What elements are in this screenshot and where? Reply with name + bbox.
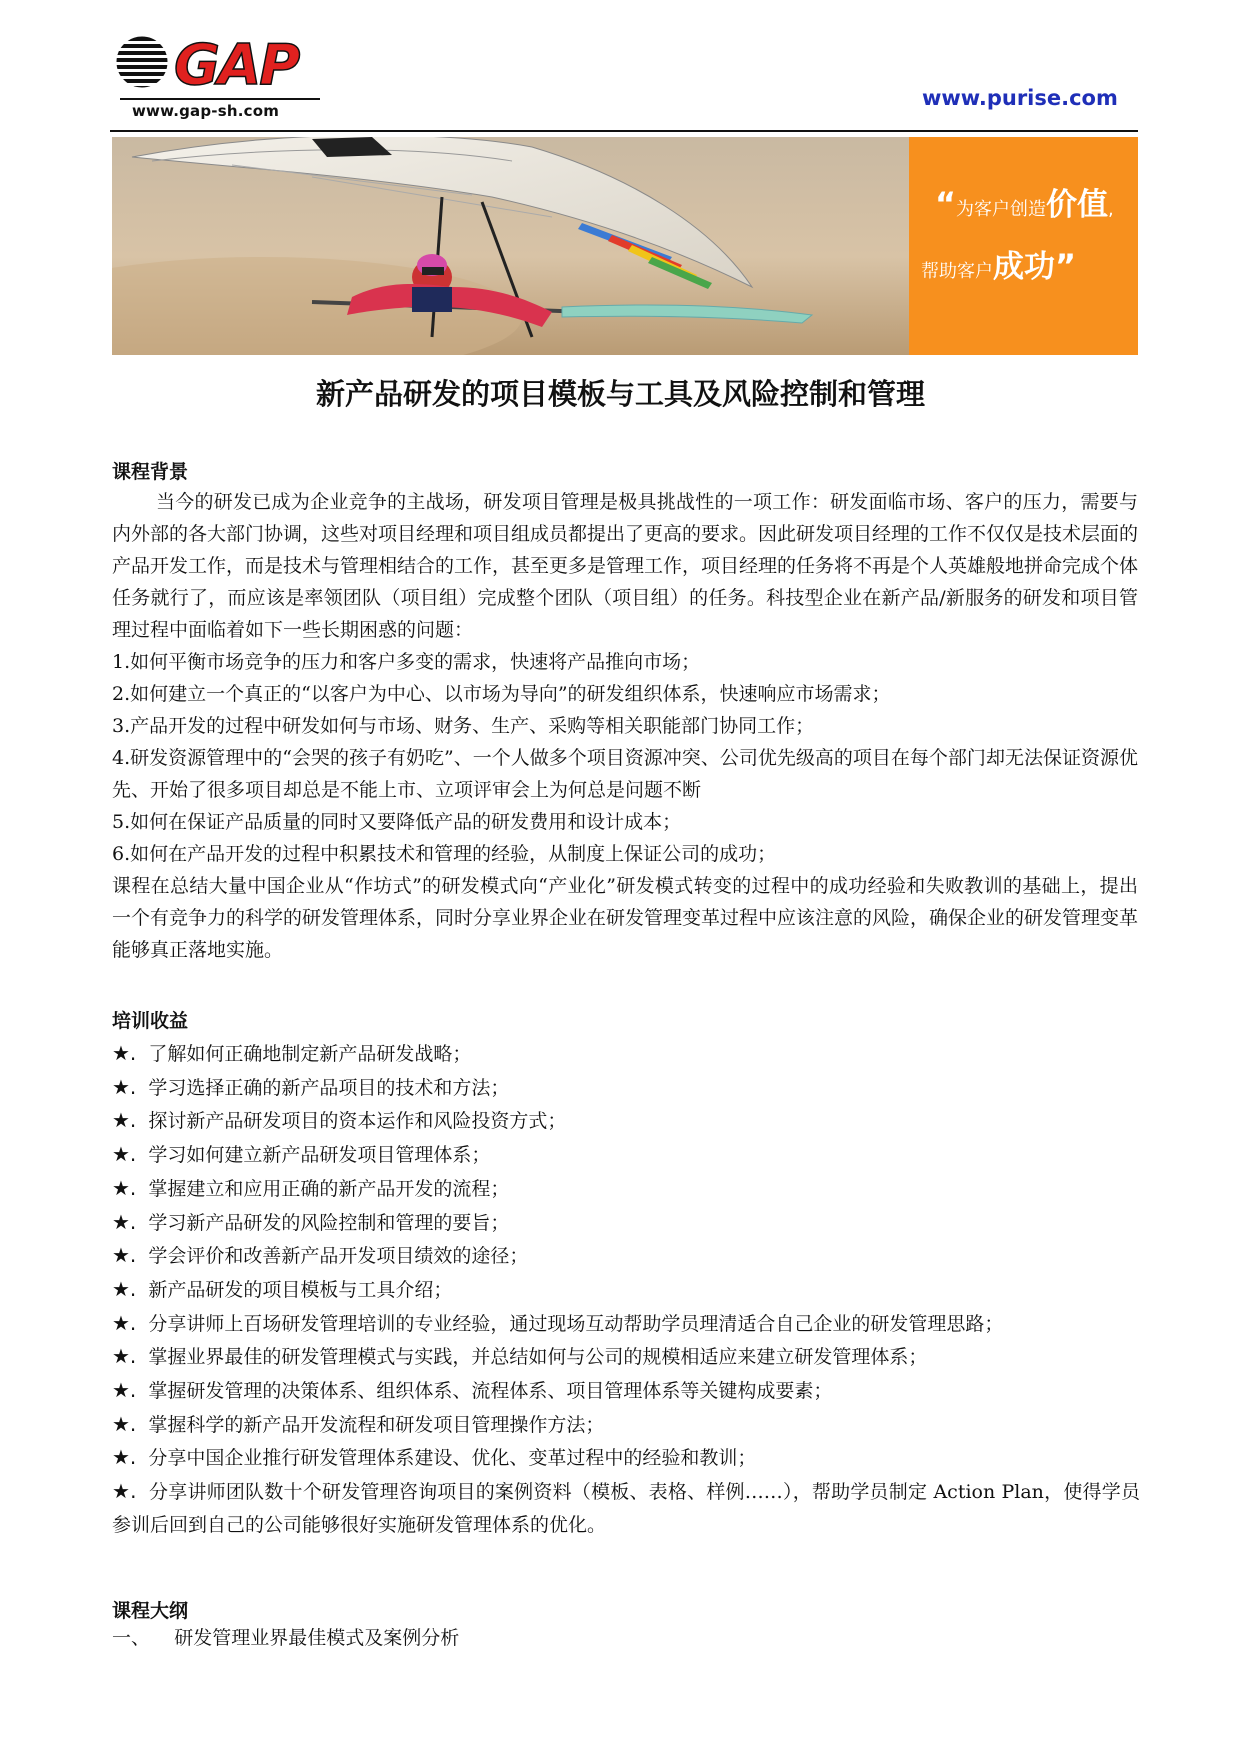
slogan-line-1: “为客户创造价值,: [935, 185, 1114, 223]
globe-icon: [114, 36, 170, 88]
hang-glider-photo: [112, 137, 909, 355]
star-icon: ★.: [112, 1175, 137, 1200]
star-icon: ★.: [112, 1041, 137, 1065]
list-item: ★. 学习选择正确的新产品项目的技术和方法；: [112, 1074, 510, 1099]
background-item: 1.如何平衡市场竞争的压力和客户多变的需求，快速将产品推向市场；: [112, 651, 701, 673]
document-title: 新产品研发的项目模板与工具及风险控制和管理: [315, 377, 925, 411]
list-item: ★. 新产品研发的项目模板与工具介绍；: [112, 1276, 453, 1301]
list-item: ★. 学习如何建立新产品研发项目管理体系；: [112, 1142, 491, 1167]
list-item: ★. 分享讲师上百场研发管理培训的专业经验，通过现场互动帮助学员理清适合自己企业的研发管理思路；: [112, 1310, 1004, 1335]
logo-wordmark: GAP: [174, 33, 299, 94]
list-item: ★. 掌握业界最佳的研发管理模式与实践，并总结如何与公司的规模相适应来建立研发管理体系；: [112, 1344, 928, 1369]
list-item: ★. 探讨新产品研发项目的资本运作和风险投资方式；: [112, 1108, 567, 1133]
gap-logo-icon: [112, 30, 327, 94]
star-icon: ★.: [112, 1378, 137, 1403]
benefits-list: [112, 1037, 1140, 1542]
star-icon: ★.: [112, 1209, 137, 1234]
outline-item-text: 研发管理业界最佳模式及案例分析: [174, 1627, 460, 1649]
background-item: 2.如何建立一个真正的“以客户为中心、以市场为导向”的研发组织体系，快速响应市场需求；: [112, 683, 891, 705]
logo-url: www.gap-sh.com: [132, 102, 280, 120]
list-item: ★. 分享中国企业推行研发管理体系建设、优化、变革过程中的经验和教训；: [112, 1445, 757, 1470]
background-item: 3.产品开发的过程中研发如何与市场、财务、生产、采购等相关职能部门协同工作；: [112, 715, 815, 737]
star-icon: ★.: [112, 1445, 137, 1470]
list-item: ★. 分享讲师团队数十个研发管理咨询项目的案例资料（模板、表格、样例……），帮助学员制定 Action Plan，使得学员参训后回到自己的公司能够很好实施研发管理体系的优化。: [112, 1479, 1140, 1536]
background-summary: 课程在总结大量中国企业从“作坊式”的研发模式向“产业化”研发模式转变的过程中的成功经验和失败教训的基础上，提出一个有竞争力的科学的研发管理体系，同时分享业界企业在研发管理变革过程中应该注意的风险，确保企业的研发管理变革能够真正落地实施。: [112, 875, 1139, 961]
star-icon: ★.: [112, 1142, 137, 1167]
list-item: ★. 学习新产品研发的风险控制和管理的要旨；: [112, 1209, 510, 1234]
logo-underline: [120, 98, 320, 100]
list-item: ★. 掌握研发管理的决策体系、组织体系、流程体系、项目管理体系等关键构成要素；: [112, 1378, 833, 1403]
star-icon: ★.: [112, 1479, 137, 1504]
star-icon: ★.: [112, 1276, 137, 1301]
slogan-panel: [909, 137, 1138, 355]
star-icon: ★.: [112, 1411, 137, 1436]
list-item: ★. 掌握科学的新产品开发流程和研发项目管理操作方法；: [112, 1411, 605, 1436]
background-item: 4.研发资源管理中的“会哭的孩子有奶吃”、一个人做多个项目资源冲突、公司优先级高的项目在每个部门却无法保证资源优先、开始了很多项目却总是不能上市、立项评审会上为何总是问题不断: [112, 747, 1138, 801]
star-icon: ★.: [112, 1310, 137, 1335]
banner: [112, 137, 1138, 355]
site-url-link[interactable]: www.purise.com: [922, 86, 1118, 110]
background-item: 5.如何在保证产品质量的同时又要降低产品的研发费用和设计成本；: [112, 811, 682, 833]
outline-item-number: 一、: [112, 1627, 151, 1649]
background-item: 6.如何在产品开发的过程中积累技术和管理的经验，从制度上保证公司的成功；: [112, 843, 777, 865]
slogan-line-2: 帮助客户成功”: [921, 247, 1077, 285]
background-intro: 当今的研发已成为企业竞争的主战场，研发项目管理是极具挑战性的一项工作：研发面临市场、客户的压力，需要与内外部的各大部门协调，这些对项目经理和项目组成员都提出了更高的要求。因此研发项目经理的工作不仅仅是技术层面的产品开发工作，而是技术与管理相结合的工作，甚至更多是管理工作，项目经理的任务将不再是个人英雄般地拼命完成个体任务就行了，而应该是率领团队（项目组）完成整个团队（项目组）的任务。科技型企业在新产品/新服务的研发和项目管理过程中面临着如下一些长期困惑的问题：: [112, 491, 1139, 641]
star-icon: ★.: [112, 1108, 137, 1133]
background-heading: 课程背景: [112, 461, 189, 483]
benefits-heading: 培训收益: [112, 1010, 189, 1032]
outline-item: [112, 1622, 1138, 1654]
star-icon: ★.: [112, 1344, 137, 1369]
outline-heading: 课程大纲: [112, 1600, 189, 1622]
header-divider: [110, 130, 1138, 132]
list-item: ★. 了解如何正确地制定新产品研发战略；: [112, 1041, 472, 1065]
company-logo: [112, 30, 327, 124]
star-icon: ★.: [112, 1243, 137, 1268]
list-item: ★. 掌握建立和应用正确的新产品开发的流程；: [112, 1175, 510, 1200]
list-item: ★. 学会评价和改善新产品开发项目绩效的途径；: [112, 1243, 529, 1268]
star-icon: ★.: [112, 1074, 137, 1099]
